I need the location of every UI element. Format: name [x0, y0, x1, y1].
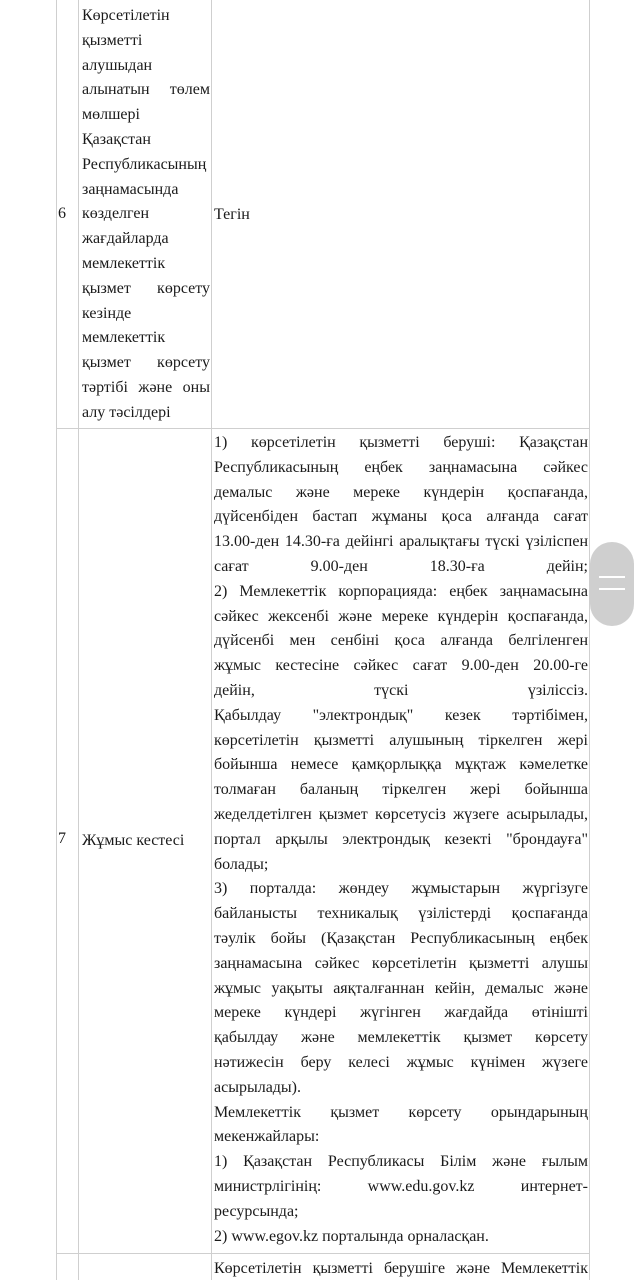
row-value: Көрсетілетін қызметті берушіге және Мемлекеттік: [214, 1260, 588, 1277]
row-title: Көрсетілетін қызметті алушыдан алынатын төлем мөлшері Қазақстан Республикасының заңнамасында көзделген жағдайларда мемлекеттік қызмет көрсету кезінде мемлекеттік қызмет көрсету тәртібі және оны алу тәсілдері: [82, 7, 210, 421]
row-title: Жұмыс кестесі: [82, 832, 185, 849]
row-divider: [56, 428, 589, 429]
table-border-col1: [78, 0, 79, 1280]
row-number: 6: [58, 205, 66, 222]
row-divider: [56, 1253, 589, 1254]
handle-grip-icon: [599, 576, 625, 578]
row-value: 1) көрсетілетін қызметті беруші: Қазақстан Республикасының еңбек заңнамасына сәйкес демалыс және мереке күндерін қоспағанда, дүйсенбіден бастап жұманы қоса алғанда сағат 13.00-ден 14.30-ға дейінгі аралықтағы түскі үзіліспен сағат 9.00-ден 18.30-ға дейін; 2) Мемлекеттік корпорацияда: еңбек заңнамасына сәйкес жексенбі және мереке күндерін қоспағанда, дүйсенбі мен сенбіні қоса алғанда белгіленген жұмыс кестесіне сәйкес сағат 9.00-ден 20.00-ге дейін, түскі үзіліссіз. Қабылдау "электрондық" кезек тәртібімен, көрсетілетін қызметті алушының тіркелген жері бойынша немесе қамқорлыққа мұқтаж кәмелетке толмаған баланың тіркелген жері бойынша жеделдетілген қызмет көрсетусіз жүзеге асырылады, портал арқылы электрондық кезекті "брондауға" болады; 3) порталда: жөндеу жұмыстарын жүргізуге байланысты техникалық үзілістерді қоспағанда тәулік бойы (Қазақстан Республикасының еңбек заңнамасына сәйкес көрсетілетін қызметті алушы жұмыс уақыты аяқталғаннан кейін, демалыс және мереке күндері жүгінген жағдайда өтінішті қабылдау және мемлекеттік қызмет көрсету нәтижесін беру келесі жұмыс күнімен жүзеге асырылады). Мемлекеттік қызмет көрсету орындарының мекенжайлары: 1) Қазақстан Республикасы Білім және ғылым министрлігінің: www.edu.gov.kz интернет- ресурсында; 2) www.egov.kz порталында орналасқан.: [214, 434, 588, 1245]
scroll-handle[interactable]: [590, 542, 634, 626]
row-number: 7: [58, 830, 66, 847]
table-border-right: [589, 0, 590, 1280]
table-border-left: [56, 0, 57, 1280]
table-border-col2: [211, 0, 212, 1280]
row-value: Тегін: [214, 206, 250, 223]
handle-grip-icon: [599, 588, 625, 590]
